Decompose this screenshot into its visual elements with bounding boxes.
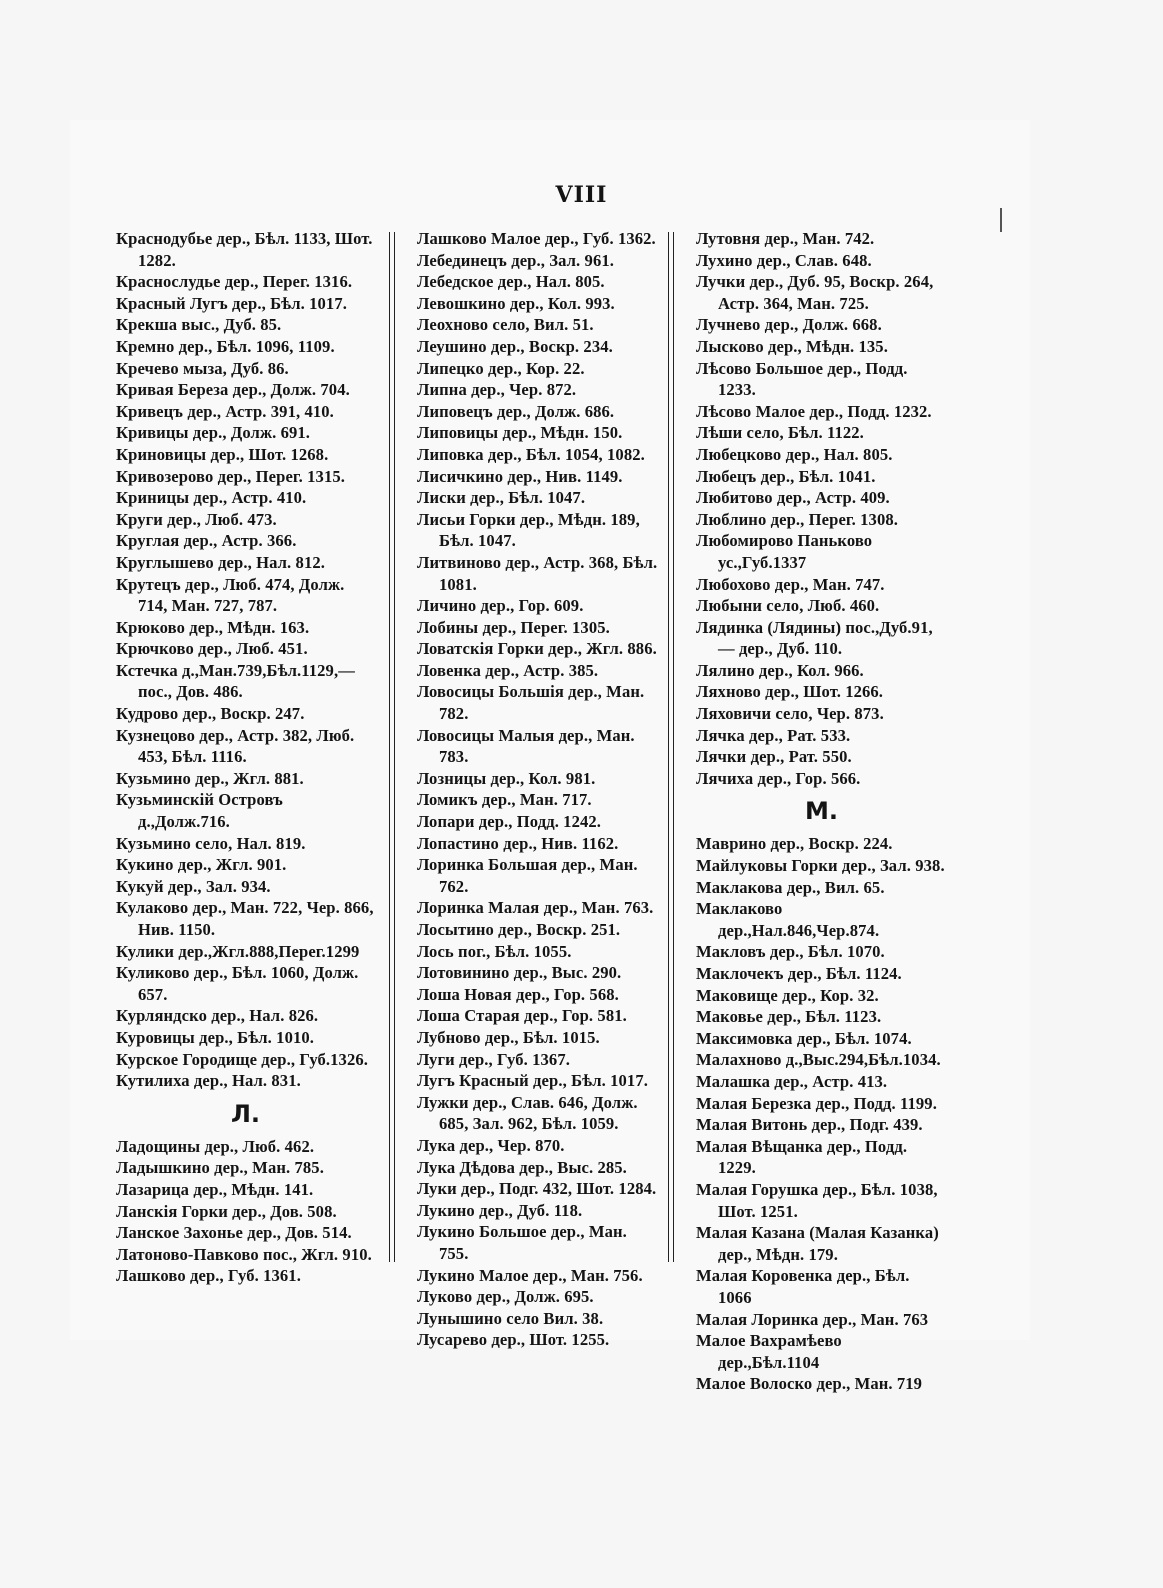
- index-entry: Ловосицы Большія дер., Ман. 782.: [417, 682, 645, 724]
- index-entry: Круглая дер., Астр. 366.: [116, 531, 297, 551]
- entry-list-k: [116, 228, 375, 1092]
- index-entry: Малое Вахрамѣево дер.,Бѣл.1104: [696, 1331, 842, 1372]
- index-entry: Лебедское дер., Нал. 805.: [417, 272, 605, 292]
- index-entry: Куровицы дер., Бѣл. 1010.: [116, 1027, 315, 1047]
- index-entry: Красный Лугъ дер., Бѣл. 1017.: [116, 293, 347, 313]
- index-column-1: [116, 228, 389, 1287]
- index-entry: Литвиново дер., Астр. 368, Бѣл. 1081.: [417, 552, 658, 594]
- index-entry: Малахново д.,Выс.294,Бѣл.1034.: [696, 1050, 941, 1070]
- section-letter-l: Л.: [230, 1099, 261, 1128]
- index-entry: Кузьминскій Островъ д.,Долж.716.: [116, 790, 283, 832]
- index-entry: Крючково дер., Люб. 451.: [116, 639, 308, 659]
- index-entry: Любецъ дер., Бѣл. 1041.: [696, 466, 876, 486]
- index-entry: Кривая Береза дер., Долж. 704.: [116, 380, 350, 400]
- index-entry: Маковье дер., Бѣл. 1123.: [696, 1007, 882, 1027]
- page-number: VIII: [555, 182, 608, 208]
- index-entry: Кузьмино село, Нал. 819.: [116, 833, 306, 853]
- index-entry: Лухино дер., Слав. 648.: [696, 250, 872, 270]
- index-entry: Липецко дер., Кор. 22.: [417, 358, 585, 378]
- index-entry: Ляховичи село, Чер. 873.: [696, 704, 884, 724]
- section-letter-m: М.: [805, 797, 838, 826]
- index-entry: Луки дер., Подг. 432, Шот. 1284.: [417, 1179, 657, 1199]
- index-entry: Любецково дер., Нал. 805.: [696, 444, 893, 464]
- index-entry: Курляндско дер., Нал. 826.: [116, 1006, 319, 1026]
- index-entry: Лотовинино дер., Выс. 290.: [417, 963, 622, 983]
- index-entry: Лука Дѣдова дер., Выс. 285.: [417, 1157, 627, 1177]
- index-entry: Лужки дер., Слав. 646, Долж. 685, Зал. 962, Бѣл. 1059.: [417, 1092, 638, 1134]
- index-entry: Лѣсово Малое дер., Подд. 1232.: [696, 401, 932, 421]
- index-entry: Крюково дер., Мѣдн. 163.: [116, 617, 310, 637]
- index-entry: Лячки дер., Рат. 550.: [696, 747, 852, 767]
- index-entry: Лусарево дер., Шот. 1255.: [417, 1330, 610, 1350]
- index-entry: Лубново дер., Бѣл. 1015.: [417, 1027, 600, 1047]
- index-column-2: [395, 228, 668, 1351]
- index-entry: Липовецъ дер., Долж. 686.: [417, 401, 615, 421]
- index-entry: Любохово дер., Ман. 747.: [696, 574, 885, 594]
- index-entry: Маковище дер., Кор. 32.: [696, 985, 879, 1005]
- index-entry: Лукино Малое дер., Ман. 756.: [417, 1265, 643, 1285]
- index-entry: Леохново село, Вил. 51.: [417, 315, 594, 335]
- index-entry: Малая Коровенка дер., Бѣл. 1066: [696, 1266, 910, 1307]
- index-entry: Лысково дер., Мѣдн. 135.: [696, 336, 888, 356]
- index-entry: Любыни село, Люб. 460.: [696, 596, 880, 616]
- index-entry: Маклакова дер., Вил. 65.: [696, 877, 885, 897]
- index-entry: Лучки дер., Дуб. 95, Воскр. 264, Астр. 364, Ман. 725.: [696, 272, 934, 313]
- index-entry: Малая Казана (Малая Казанка) дер., Мѣдн. 179.: [696, 1223, 939, 1264]
- index-entry: Ловатскія Горки дер., Жгл. 886.: [417, 639, 657, 659]
- index-entry: Лунышино село Вил. 38.: [417, 1308, 604, 1328]
- index-entry: Лось пог., Бѣл. 1055.: [417, 941, 572, 961]
- index-entry: Лоринка Большая дер., Ман. 762.: [417, 855, 638, 896]
- index-entry: Лутовня дер., Ман. 742.: [696, 229, 875, 248]
- index-entry: Маврино дер., Воскр. 224.: [696, 834, 893, 854]
- index-entry: Лѣсово Большое дер., Подд. 1233.: [696, 358, 908, 400]
- index-entry: Лосытино дер., Воскр. 251.: [417, 920, 621, 939]
- index-entry: Криновицы дер., Шот. 1268.: [116, 444, 329, 464]
- index-entry: Ланское Захонье дер., Дов. 514.: [116, 1223, 352, 1243]
- index-entry: Лугъ Красный дер., Бѣл. 1017.: [417, 1071, 648, 1091]
- index-entry: Лукино Большое дер., Ман. 755.: [417, 1222, 627, 1263]
- index-entry: Малашка дер., Астр. 413.: [696, 1071, 888, 1091]
- index-entry: Кукино дер., Жгл. 901.: [116, 855, 287, 875]
- index-entry: Лазарица дер., Мѣдн. 141.: [116, 1179, 314, 1199]
- index-entry: Любомирово Паньково ус.,Губ.1337: [696, 531, 873, 572]
- scan-edge-mark: [1000, 208, 1002, 232]
- index-entry: Луково дер., Долж. 695.: [417, 1287, 594, 1307]
- index-entry: Кривицы дер., Долж. 691.: [116, 423, 311, 443]
- index-entry: Лоша Новая дер., Гор. 568.: [417, 984, 619, 1004]
- index-entry: Малая Вѣщанка дер., Подд. 1229.: [696, 1136, 908, 1178]
- index-entry: Кривецъ дер., Астр. 391, 410.: [116, 401, 334, 421]
- index-entry: Ловосицы Малыя дер., Ман. 783.: [417, 725, 635, 767]
- index-entry: Кречево мыза, Дуб. 86.: [116, 358, 289, 378]
- index-entry: Лозницы дер., Кол. 981.: [417, 768, 596, 788]
- entry-list-l: [116, 1136, 375, 1287]
- index-entry: Люблино дер., Перег. 1308.: [696, 509, 898, 529]
- index-entry: Лоринка Малая дер., Ман. 763.: [417, 898, 654, 918]
- index-entry: Кривозерово дер., Перег. 1315.: [116, 466, 345, 486]
- index-entry: Луги дер., Губ. 1367.: [417, 1049, 570, 1069]
- index-entry: Ладышкино дер., Ман. 785.: [116, 1158, 324, 1178]
- index-entry: Лиски дер., Бѣл. 1047.: [417, 488, 586, 508]
- index-entry: Крекша выс., Дуб. 85.: [116, 315, 282, 335]
- index-entry: Кузнецово дер., Астр. 382, Люб. 453, Бѣл. 1116.: [116, 725, 355, 767]
- index-entry: Лопастино дер., Нив. 1162.: [417, 833, 619, 853]
- index-entry: Любитово дер., Астр. 409.: [696, 488, 890, 508]
- index-entry: Латоново-Павково пос., Жгл. 910.: [116, 1244, 372, 1264]
- index-entry: Куликово дер., Бѣл. 1060, Долж. 657.: [116, 963, 359, 1004]
- index-entry: Маклочекъ дер., Бѣл. 1124.: [696, 964, 902, 983]
- index-entry: Лячиха дер., Гор. 566.: [696, 768, 861, 788]
- index-entry: Краснодубье дер., Бѣл. 1133, Шот. 1282.: [116, 229, 373, 270]
- index-entry: Кудрово дер., Воскр. 247.: [116, 704, 305, 724]
- entry-list-l-end: [696, 228, 947, 789]
- index-entry: Кукуй дер., Зал. 934.: [116, 876, 271, 896]
- index-entry: Кулики дер.,Жгл.888,Перег.1299: [116, 941, 360, 961]
- index-entry: Малая Березка дер., Подд. 1199.: [696, 1093, 937, 1113]
- index-entry: Лѣши село, Бѣл. 1122.: [696, 423, 864, 443]
- index-entry: Малая Горушка дер., Бѣл. 1038, Шот. 1251.: [696, 1179, 938, 1221]
- index-columns: [116, 228, 996, 1395]
- index-entry: Кстечка д.,Ман.739,Бѣл.1129,— пос., Дов. 486.: [116, 660, 355, 702]
- index-entry: Кутилиха дер., Нал. 831.: [116, 1071, 301, 1091]
- index-entry: Липовка дер., Бѣл. 1054, 1082.: [417, 444, 645, 464]
- index-entry: Круги дер., Люб. 473.: [116, 509, 277, 529]
- entry-list-l-cont: [417, 228, 658, 1351]
- index-entry: Малое Волоско дер., Ман. 719: [696, 1374, 923, 1394]
- index-entry: Круглышево дер., Нал. 812.: [116, 552, 325, 572]
- index-entry: Курское Городище дер., Губ.1326.: [116, 1049, 368, 1069]
- index-entry: Левошкино дер., Кол. 993.: [417, 293, 615, 313]
- index-column-3: [674, 228, 947, 1395]
- index-entry: Краснослудье дер., Перег. 1316.: [116, 272, 353, 292]
- index-entry: Макловъ дер., Бѣл. 1070.: [696, 942, 885, 962]
- index-entry: Лячка дер., Рат. 533.: [696, 725, 851, 745]
- index-entry: Крутецъ дер., Люб. 474, Долж. 714, Ман. 727, 787.: [116, 574, 345, 616]
- index-entry: Леушино дер., Воскр. 234.: [417, 336, 613, 356]
- index-entry: Лялино дер., Кол. 966.: [696, 660, 864, 680]
- index-entry: Малая Витонь дер., Подг. 439.: [696, 1115, 923, 1135]
- index-entry: Лука дер., Чер. 870.: [417, 1135, 565, 1155]
- index-entry: Лисьи Горки дер., Мѣдн. 189, Бѣл. 1047.: [417, 509, 640, 551]
- index-entry: Лядинка (Лядины) пос.,Дуб.91,— дер., Дуб. 110.: [696, 617, 933, 659]
- index-entry: Лучнево дер., Долж. 668.: [696, 315, 882, 335]
- index-entry: Кремно дер., Бѣл. 1096, 1109.: [116, 336, 335, 356]
- index-entry: Кулаково дер., Ман. 722, Чер. 866, Нив. 1150.: [116, 898, 374, 939]
- index-entry: Лобины дер., Перег. 1305.: [417, 617, 610, 637]
- index-entry: Кузьмино дер., Жгл. 881.: [116, 768, 304, 788]
- index-entry: Лашково дер., Губ. 1361.: [116, 1266, 301, 1286]
- index-entry: Криницы дер., Астр. 410.: [116, 488, 307, 508]
- index-entry: Лашково Малое дер., Губ. 1362.: [417, 229, 656, 248]
- index-entry: Липовицы дер., Мѣдн. 150.: [417, 423, 623, 443]
- index-entry: Лукино дер., Дуб. 118.: [417, 1200, 583, 1220]
- index-entry: Лебединецъ дер., Зал. 961.: [417, 250, 614, 270]
- index-entry: Лопари дер., Подд. 1242.: [417, 812, 602, 832]
- entry-list-m: [696, 833, 947, 1394]
- index-entry: Ладощины дер., Люб. 462.: [116, 1136, 315, 1156]
- index-entry: Максимовка дер., Бѣл. 1074.: [696, 1028, 912, 1048]
- index-entry: Маклаково дер.,Нал.846,Чер.874.: [696, 899, 880, 940]
- index-entry: Малая Лоринка дер., Ман. 763: [696, 1309, 929, 1329]
- index-entry: Липна дер., Чер. 872.: [417, 380, 577, 400]
- index-entry: Лоша Старая дер., Гор. 581.: [417, 1006, 627, 1026]
- index-entry: Ланскія Горки дер., Дов. 508.: [116, 1201, 337, 1221]
- index-entry: Ловенка дер., Астр. 385.: [417, 660, 599, 680]
- index-entry: Майлуковы Горки дер., Зал. 938.: [696, 856, 945, 876]
- index-entry: Ляхново дер., Шот. 1266.: [696, 682, 884, 702]
- index-entry: Ломикъ дер., Ман. 717.: [417, 790, 592, 810]
- index-entry: Личино дер., Гор. 609.: [417, 596, 584, 616]
- index-entry: Лисичкино дер., Нив. 1149.: [417, 466, 623, 486]
